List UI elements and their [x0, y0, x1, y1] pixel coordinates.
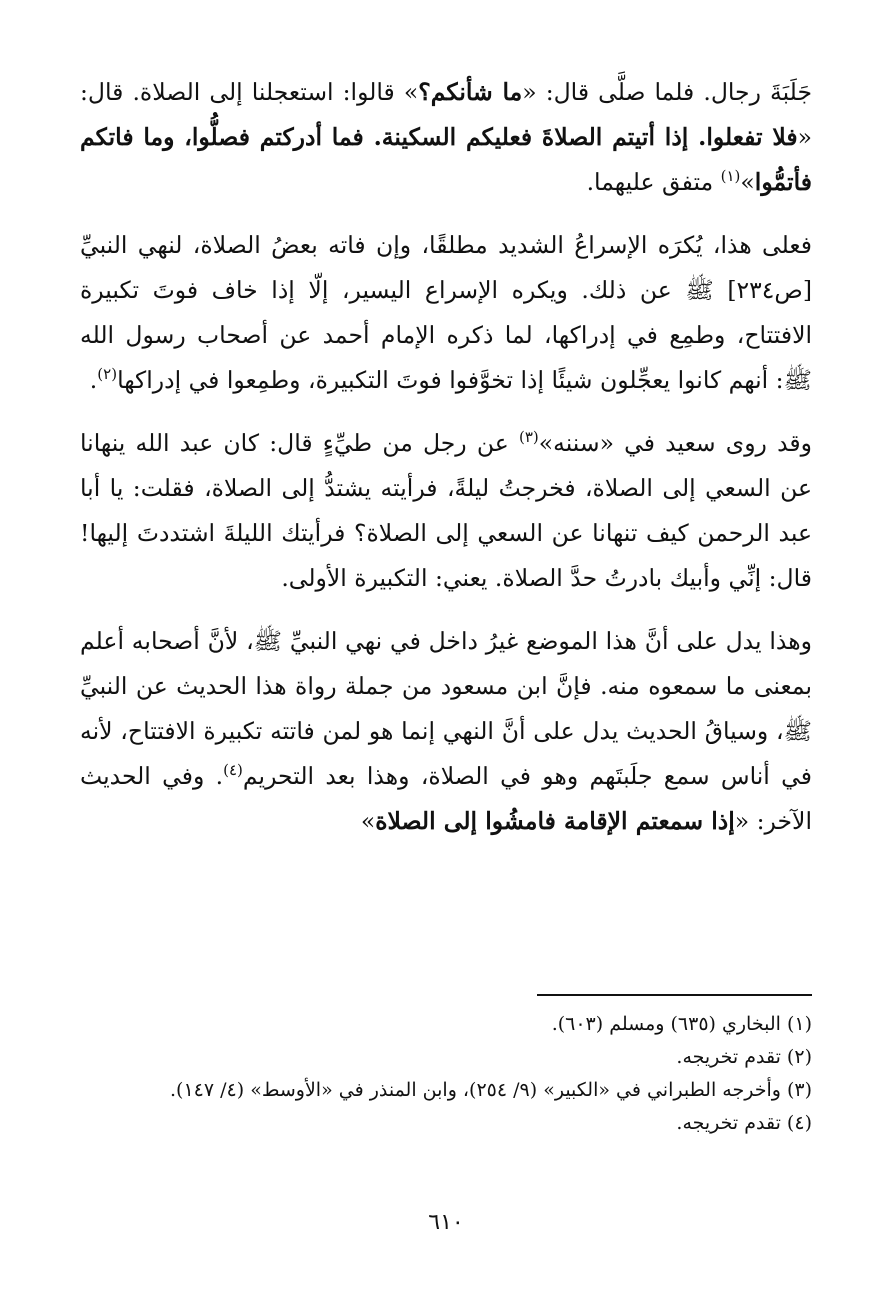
p4-text-b: . وفي الحديث الآخر: « — [80, 762, 812, 835]
p4-text-a: وهذا يدل على أنَّ هذا الموضع غيرُ داخل في نهي النبيِّ ﷺ، لأنَّ أصحابه أعلم بمعنى ما سمعوه منه. فإنَّ ابن مسعود من جملة رواة هذا الحديث عن النبيِّ ﷺ، وسياقُ الحديث يدل على أنَّ النهي إنما هو لمن فاتته تكبيرة الافتتاح، لأنه في أناس سمع جلَبتَهم وهو في الصلاة، وهذا بعد التحريم — [80, 627, 812, 790]
footnote-ref-3: (٣) — [518, 428, 539, 446]
footnote-1: (١) البخاري (٦٣٥) ومسلم (٦٠٣). — [551, 1013, 812, 1035]
footnote-ref-4: (٤) — [223, 761, 243, 779]
p2-text-b: . — [89, 366, 98, 394]
p1-quote-bold-1: ما شأنكم؟ — [418, 78, 523, 106]
footnote-ref-2: (٢) — [97, 365, 118, 383]
footnote-4: (٤) تقدم تخريجه. — [676, 1112, 812, 1134]
paragraph-2 — [80, 223, 812, 403]
p1-text-c: » قالوا: استعجلنا إلى الصلاة. قال: « — [80, 78, 812, 151]
footnotes — [80, 1008, 812, 1140]
p4-quote-bold: إذا سمعتم الإقامة فامشُوا إلى الصلاة — [375, 807, 735, 835]
paragraph-4 — [80, 619, 812, 844]
page-number: ٦١٠ — [428, 1210, 464, 1235]
p2-text-a: فعلى هذا، يُكرَه الإسراعُ الشديد مطلقًا، وإن فاته بعضُ الصلاة، لنهي النبيِّ [ص٢٣٤] ﷺ عن ذلك. ويكره الإسراع اليسير، إلّا إذا خاف فوتَ تكبيرة الافتتاح، وطمِع في إدراكها، لما ذكره الإمام أحمد عن أصحاب رسول الله ﷺ: أنهم كانوا يعجِّلون شيئًا إذا تخوَّفوا فوتَ التكبيرة، وطمِعوا في إدراكها — [80, 231, 812, 394]
footnote-divider — [537, 994, 812, 996]
paragraph-3 — [80, 421, 812, 601]
p1-text-a: جَلَبَةَ رجال. فلما صلَّى قال: « — [522, 78, 812, 106]
footnote-2: (٢) تقدم تخريجه. — [676, 1046, 812, 1068]
p3-text-a: وقد روى سعيد في «سننه» — [538, 429, 813, 457]
p1-quote-bold-2: فلا تفعلوا. إذا أتيتم الصلاةَ فعليكم السكينة. فما أدركتم فصلُّوا، وما فاتكم فأتمُّوا — [80, 123, 812, 196]
footnote-ref-1: (١) — [720, 167, 741, 185]
p1-text-e: » — [740, 168, 755, 196]
p1-text-f: متفق عليهما. — [586, 168, 721, 196]
p4-text-d: » — [360, 807, 376, 835]
footnote-3: (٣) وأخرجه الطبراني في «الكبير» (٩/ ٢٥٤)، وابن المنذر في «الأوسط» (٤/ ١٤٧). — [170, 1079, 812, 1101]
paragraph-1 — [80, 70, 812, 205]
p3-text-b: عن رجل من طيِّءٍ قال: كان عبد الله ينهانا عن السعي إلى الصلاة، فخرجتُ ليلةً، فرأيته يشتدُّ إلى الصلاة، فقلت: يا أبا عبد الرحمن كيف تنهانا عن السعي إلى الصلاة؟ فرأيتك الليلةَ اشتددتَ إليها! قال: إنِّي وأبيك بادرتُ حدَّ الصلاة. يعني: التكبيرة الأولى. — [80, 429, 812, 592]
